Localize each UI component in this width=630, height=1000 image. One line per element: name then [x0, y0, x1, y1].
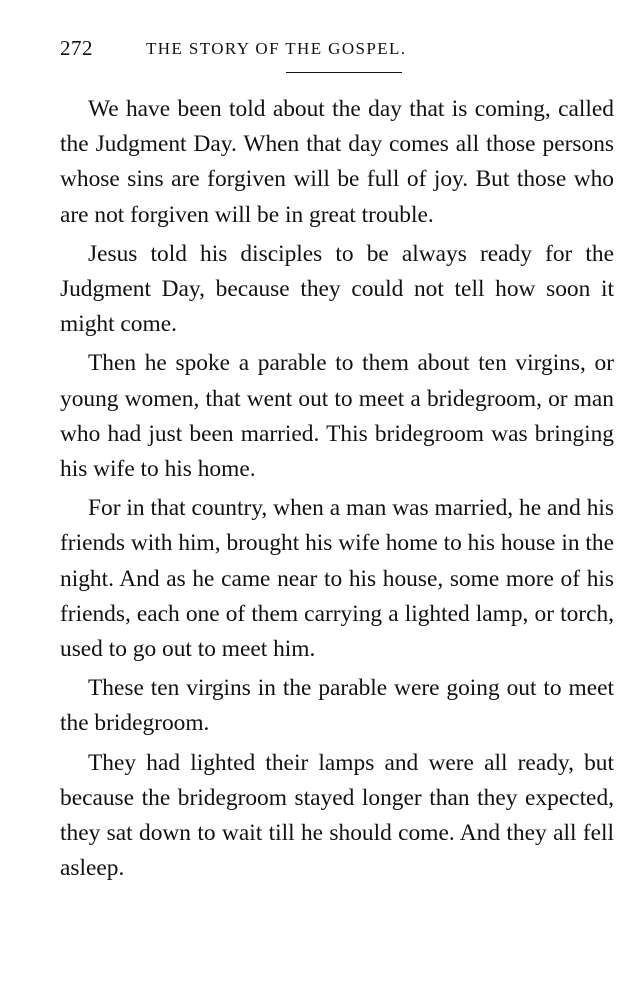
paragraph-judgment-day: We have been told about the day that is coming, called the Judgment Day. When that day comes all those persons whose sins are forgiven will be full of joy. But those who are not forgiven will be in great trouble.: [60, 96, 614, 228]
page-header: [60, 36, 616, 76]
paragraph-parable-intro: Then he spoke a parable to them about ten virgins, or young women, that went out to meet a bridegroom, or man who had just been married. This bridegroom was bringing his wife to his home.: [60, 350, 614, 483]
page-number: 272: [60, 36, 93, 60]
paragraph-be-ready: Jesus told his disciples to be always ready for the Judgment Day, because they could not tell how soon it might come.: [60, 240, 614, 338]
paragraph-custom: For in that country, when a man was married, he and his friends with him, brought his wife home to his house in the night. And as he came near to his house, some more of his friends, each one of them carrying a lighted lamp, or torch, used to go out to meet him.: [60, 495, 614, 663]
header-rule: [286, 72, 402, 73]
running-title: THE STORY OF THE GOSPEL.: [146, 39, 407, 58]
paragraph-fell-asleep: They had lighted their lamps and were all ready, but because the bridegroom stayed longer than they expected, they sat down to wait till he should come. And they all fell asleep.: [60, 749, 614, 882]
paragraph-ten-virgins: These ten virgins in the parable were going out to meet the bridegroom.: [60, 675, 614, 737]
body-text: [60, 92, 614, 886]
